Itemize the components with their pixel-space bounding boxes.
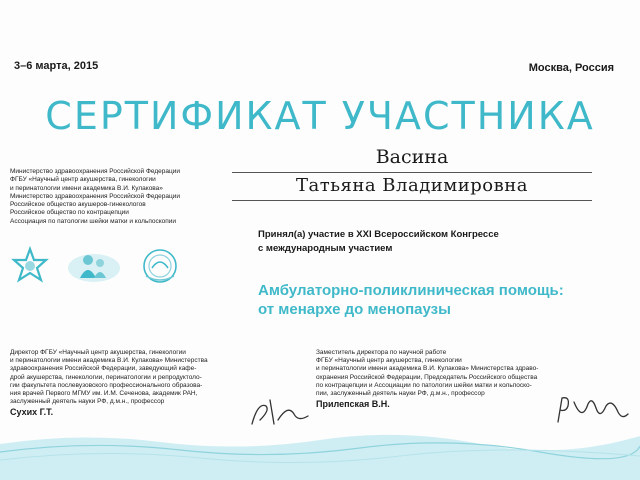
signatory-left (10, 349, 250, 417)
organizer-line: Министерство здравоохранения Российской Федерации (10, 168, 180, 175)
organizer-line: Ассоциация по патологии шейки матки и кольпоскопии (10, 217, 177, 225)
signatory-name: Сухих Г.Т. (10, 407, 54, 418)
organizer-logos (10, 246, 210, 286)
participant-surname: Васина (375, 146, 449, 168)
signatory-position-line: ФГБУ «Научный центр акушерства, гинекологии (316, 357, 462, 365)
organizers-list (10, 168, 230, 226)
surname-underline (232, 172, 592, 173)
organizer-line: Российское общество по контрацепции (10, 209, 129, 217)
organizer-line: и перинатологии имени академика В.И. Кулакова» (10, 184, 163, 192)
signatory-position-line: дрой акушерства, гинекологии, перинатологии и репродуктоло- (10, 373, 202, 381)
signatory-position-line: заслуженный деятель науки РФ, д.м.н., профессор (10, 398, 165, 406)
congress-title-line: Амбулаторно-поликлиническая помощь: (258, 282, 564, 299)
signatory-position-line: Директор ФГБУ «Научный центр акушерства, гинекологии (10, 349, 186, 356)
signature-left-icon (248, 396, 318, 428)
event-dates: 3–6 марта, 2015 (14, 60, 99, 72)
organizer-line: Министерство здравоохранения Российской Федерации (10, 192, 180, 200)
decorative-wave-footer (0, 426, 640, 480)
signature-right-icon (552, 392, 632, 428)
signatory-position-line: гии факультета послевузовского профессионального образова- (10, 381, 203, 389)
participation-line: Принял(а) участие в XXI Всероссийском Конгрессе (258, 229, 499, 240)
circle-emblem-logo-icon (138, 246, 182, 286)
signatory-position-line: Заместитель директора по научной работе (316, 349, 447, 356)
organizer-line: ФГБУ «Научный центр акушерства, гинекологии (10, 176, 156, 184)
congress-title-line: от менархе до менопаузы (258, 301, 451, 318)
certificate-title: СЕРТИФИКАТ УЧАСТНИКА (45, 94, 595, 138)
participation-statement (258, 228, 618, 256)
signatory-position-line: ния врачей Первого МГМУ им. И.М. Сеченова, академик РАН, (10, 390, 198, 398)
given-names-underline (232, 200, 592, 201)
signatory-right (316, 349, 586, 408)
signatory-position-line: и перинатологии имени академика В.И. Кулакова» Министерства здраво- (316, 365, 539, 373)
signatory-position-line: здравоохранения Российской Федерации, заведующий кафе- (10, 365, 197, 373)
event-location: Москва, Россия (528, 62, 614, 74)
signatory-name: Прилепская В.Н. (316, 399, 390, 410)
participant-given-names: Татьяна Владимировна (296, 175, 528, 196)
star-wreath-logo-icon (10, 246, 50, 286)
congress-title (258, 281, 618, 319)
participation-line: с международным участием (258, 243, 393, 254)
signatory-position-line: охранения Российской Федерации, Председатель Российского общества (316, 373, 538, 381)
signatory-position-line: и перинатологии имени академика В.И. Кулакова» Министерства (10, 357, 208, 365)
signatory-position-line: по контрацепции и Ассоциации по патологии шейки матки и кольпоско- (316, 381, 532, 389)
signatory-position-line: пии, заслуженный деятель науки РФ, д.м.н., профессор (316, 390, 485, 398)
organizer-line: Российское общество акушеров-гинекологов (10, 201, 146, 209)
family-logo-icon (66, 248, 122, 284)
